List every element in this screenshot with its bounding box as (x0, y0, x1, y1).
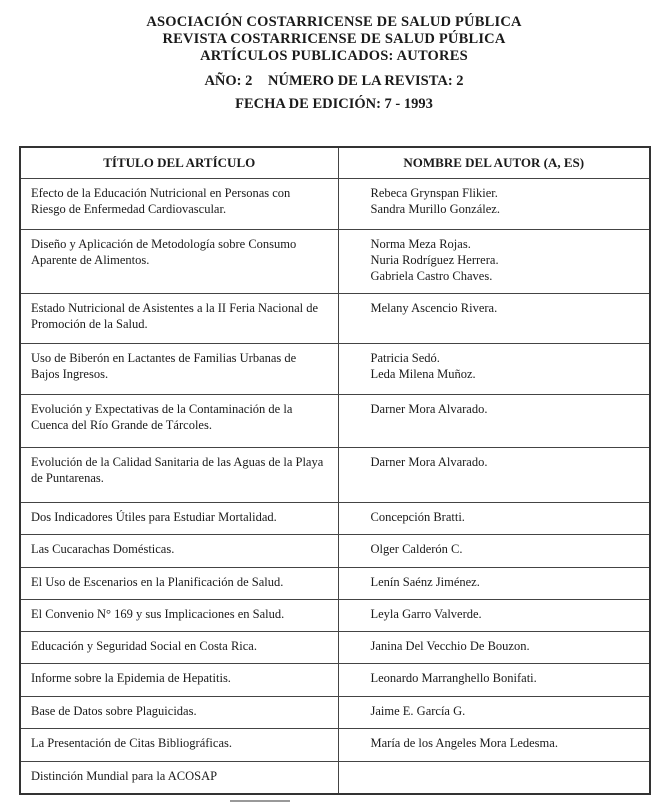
article-title: Estado Nutricional de Asistentes a la II Feria Nacional de Promoción de la Salud. (20, 294, 338, 344)
article-title: Informe sobre la Epidemia de Hepatitis. (20, 664, 338, 697)
table-row (20, 632, 650, 664)
year-label: AÑO: 2 (204, 73, 253, 89)
article-title: Base de Datos sobre Plaguicidas. (20, 697, 338, 729)
table-row (20, 697, 650, 729)
edition-date: FECHA DE EDICIÓN: 7 - 1993 (235, 96, 433, 112)
article-authors (338, 230, 650, 294)
article-title: Uso de Biberón en Lactantes de Familias Urbanas de Bajos Ingresos. (20, 344, 338, 395)
article-title: El Uso de Escenarios en la Planificación de Salud. (20, 568, 338, 600)
author-name: Darner Mora Alvarado. (370, 402, 488, 416)
association-name: ASOCIACIÓN COSTARRICENSE DE SALUD PÚBLICA (146, 14, 522, 30)
document-header (0, 14, 668, 113)
article-authors (338, 503, 650, 535)
author-name: Olger Calderón C. (370, 542, 463, 556)
article-authors (338, 697, 650, 729)
table-row (20, 179, 650, 230)
article-title: Dos Indicadores Útiles para Estudiar Mortalidad. (20, 503, 338, 535)
journal-name: REVISTA COSTARRICENSE DE SALUD PÚBLICA (162, 31, 506, 47)
table-header-row (20, 147, 650, 179)
table-row (20, 762, 650, 794)
articles-table (19, 146, 651, 795)
article-title: Diseño y Aplicación de Metodología sobre Consumo Aparente de Alimentos. (20, 230, 338, 294)
article-title: Efecto de la Educación Nutricional en Personas con Riesgo de Enfermedad Cardiovascular. (20, 179, 338, 230)
table-row (20, 503, 650, 535)
article-title: Evolución de la Calidad Sanitaria de las Aguas de la Playa de Puntarenas. (20, 448, 338, 503)
table-row (20, 294, 650, 344)
article-authors (338, 179, 650, 230)
article-authors (338, 664, 650, 697)
author-name: Rebeca Grynspan Flikier. (370, 186, 498, 200)
author-name: Leonardo Marranghello Bonifati. (370, 671, 537, 685)
article-title: El Convenio N° 169 y sus Implicaciones en Salud. (20, 600, 338, 632)
article-title: Educación y Seguridad Social en Costa Rica. (20, 632, 338, 664)
article-authors (338, 632, 650, 664)
article-authors (338, 395, 650, 448)
table-row (20, 729, 650, 762)
article-authors (338, 294, 650, 344)
author-name: Concepción Bratti. (370, 510, 465, 524)
author-name: Norma Meza Rojas. (370, 237, 471, 251)
table-row (20, 568, 650, 600)
author-name: Leda Milena Muñoz. (370, 367, 476, 381)
article-authors (338, 600, 650, 632)
table-row (20, 664, 650, 697)
author-name: Darner Mora Alvarado. (370, 455, 488, 469)
article-authors (338, 448, 650, 503)
article-title: La Presentación de Citas Bibliográficas. (20, 729, 338, 762)
document-title: ARTÍCULOS PUBLICADOS: AUTORES (200, 48, 468, 64)
article-authors (338, 344, 650, 395)
article-authors (338, 729, 650, 762)
issue-info (0, 73, 668, 90)
table-row (20, 448, 650, 503)
author-name: María de los Angeles Mora Ledesma. (370, 736, 558, 750)
table-row (20, 395, 650, 448)
article-title: Las Cucarachas Domésticas. (20, 535, 338, 568)
article-authors (338, 568, 650, 600)
author-name: Melany Ascencio Rivera. (370, 301, 498, 315)
author-name: Nuria Rodríguez Herrera. (370, 253, 499, 267)
author-name: Patricia Sedó. (370, 351, 440, 365)
author-name: Leyla Garro Valverde. (370, 607, 482, 621)
author-name: Sandra Murillo González. (370, 202, 500, 216)
table-row (20, 344, 650, 395)
issue-number: NÚMERO DE LA REVISTA: 2 (268, 73, 464, 89)
article-title: Distinción Mundial para la ACOSAP (20, 762, 338, 794)
author-name: Gabriela Castro Chaves. (370, 269, 493, 283)
column-header-title: TÍTULO DEL ARTÍCULO (20, 147, 338, 179)
author-name: Janina Del Vecchio De Bouzon. (370, 639, 530, 653)
author-name: Lenín Saénz Jiménez. (370, 575, 480, 589)
article-authors (338, 535, 650, 568)
table-row (20, 535, 650, 568)
article-authors (338, 762, 650, 794)
page-edge-mark (230, 800, 290, 802)
column-header-author: NOMBRE DEL AUTOR (A, ES) (338, 147, 650, 179)
article-title: Evolución y Expectativas de la Contaminación de la Cuenca del Río Grande de Tárcoles. (20, 395, 338, 448)
table-row (20, 600, 650, 632)
table-row (20, 230, 650, 294)
author-name: Jaime E. García G. (370, 704, 466, 718)
